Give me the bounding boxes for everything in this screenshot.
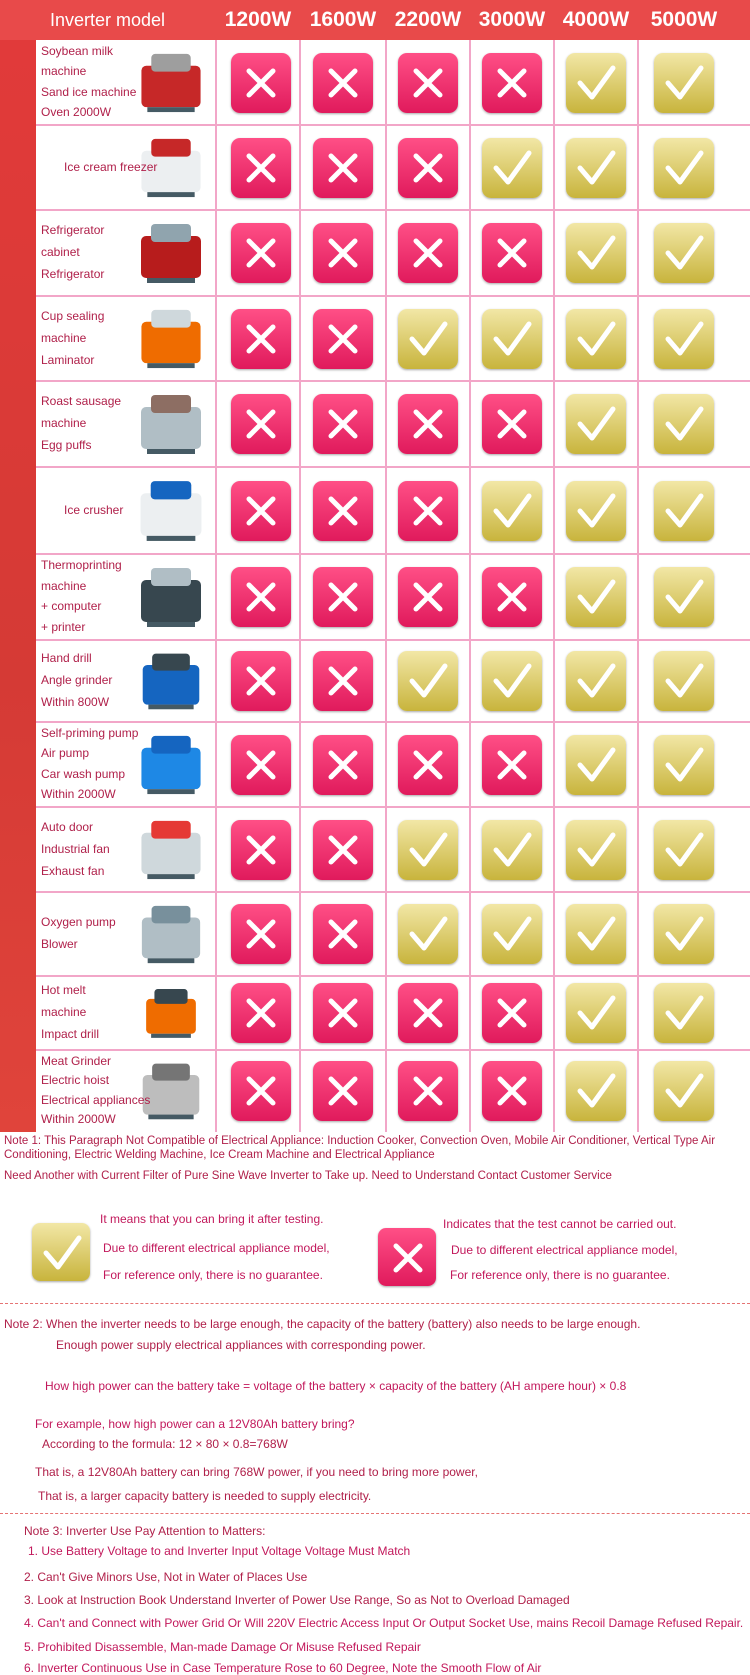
appliance-cell [36, 892, 216, 976]
appliance-label: Within 800W [41, 695, 110, 709]
appliance-label: Electric hoist [41, 1073, 110, 1088]
appliance-label: machine [41, 1005, 87, 1019]
check-icon [566, 53, 626, 113]
cross-icon [231, 735, 291, 795]
check-icon [566, 1061, 626, 1121]
check-icon [654, 53, 714, 113]
legend-check-line2: Due to different electrical appliance model, [103, 1241, 330, 1255]
legend-cross-line2: Due to different electrical appliance model, [451, 1243, 678, 1257]
appliance-label: Impact drill [41, 1027, 100, 1041]
cross-icon [313, 567, 373, 627]
cross-icon [482, 1061, 542, 1121]
appliance-label: Thermoprinting [41, 558, 122, 572]
cross-icon [231, 567, 291, 627]
cross-icon [231, 1061, 291, 1121]
cross-icon [313, 820, 373, 880]
appliance-label: machine [41, 578, 87, 593]
appliance-cell [36, 722, 216, 807]
heat-press-icon [130, 562, 212, 632]
appliance-label: Sand ice machine [41, 84, 137, 99]
cross-icon [398, 223, 458, 283]
appliance-label: Oven 2000W [41, 105, 112, 119]
cross-icon [398, 983, 458, 1043]
cross-icon [313, 481, 373, 541]
check-icon [654, 983, 714, 1043]
cross-icon [313, 309, 373, 369]
check-icon [482, 651, 542, 711]
table-header [0, 0, 750, 40]
cross-icon [313, 53, 373, 113]
check-icon [566, 651, 626, 711]
fan-icon [130, 815, 212, 884]
cross-icon [231, 223, 291, 283]
pump-icon [130, 730, 212, 799]
cross-icon [482, 983, 542, 1043]
cross-icon [313, 735, 373, 795]
appliance-cell [36, 125, 216, 210]
note1-line2: Conditioning, Electric Welding Machine, Ice Cream Machine and Electrical Appliance [4, 1149, 435, 1161]
note3-item-5: 5. Prohibited Disassemble, Man-made Damage Or Misuse Refused Repair [24, 1640, 421, 1654]
check-icon [654, 820, 714, 880]
check-icon [654, 567, 714, 627]
note3-item-6: 6. Inverter Continuous Use in Case Temperature Rose to 60 Degree, Note the Smooth Flow of Air [24, 1661, 542, 1675]
cross-icon [313, 138, 373, 198]
check-icon [566, 904, 626, 964]
meat-grinder-icon [130, 1058, 212, 1124]
table-row [36, 722, 750, 807]
cross-icon [313, 394, 373, 454]
check-icon [566, 394, 626, 454]
appliance-label: machine [41, 416, 87, 430]
appliance-label: + computer [41, 599, 102, 614]
check-icon [654, 904, 714, 964]
check-icon [566, 138, 626, 198]
ice-crusher-icon [130, 475, 212, 546]
check-icon [654, 138, 714, 198]
inverter-model-label: Inverter model [50, 10, 166, 30]
appliance-label: machine [41, 64, 87, 79]
check-icon [482, 309, 542, 369]
appliance-label: Exhaust fan [41, 863, 105, 878]
legend-check-line3: For reference only, there is no guarantee. [103, 1268, 323, 1282]
table-row [36, 640, 750, 722]
cross-icon [482, 223, 542, 283]
blender-icon [130, 48, 212, 117]
legend-check-icon [32, 1223, 90, 1281]
table-row [36, 125, 750, 210]
appliance-label: Ice cream freezer [64, 159, 158, 174]
legend-cross-icon [378, 1228, 436, 1286]
note2-example: For example, how high power can a 12V80Ah battery bring? [35, 1417, 355, 1431]
appliance-label: Within 2000W [41, 787, 116, 801]
table-row [36, 381, 750, 467]
table-row [36, 554, 750, 640]
legend-check-line1: It means that you can bring it after testing. [100, 1212, 324, 1226]
cross-icon [231, 309, 291, 369]
red-side-band [0, 0, 36, 1132]
check-icon [398, 820, 458, 880]
cross-icon [482, 394, 542, 454]
cross-icon [482, 567, 542, 627]
power-col-5000w: 5000W [650, 8, 718, 31]
cross-icon [482, 735, 542, 795]
note3-item-2: 2. Can't Give Minors Use, Not in Water of Places Use [24, 1570, 308, 1584]
cross-icon [231, 138, 291, 198]
check-icon [566, 223, 626, 283]
note3-item-1: 1. Use Battery Voltage to and Inverter Input Voltage Voltage Must Match [28, 1544, 411, 1558]
check-icon [482, 820, 542, 880]
table-row [36, 40, 750, 125]
appliance-cell [36, 467, 216, 554]
check-icon [566, 481, 626, 541]
appliance-label: Roast sausage [41, 394, 122, 408]
power-col-4000w: 4000W [562, 8, 630, 31]
divider-2 [0, 1513, 750, 1514]
appliance-cell [36, 210, 216, 296]
appliance-label: cabinet [41, 245, 80, 259]
check-icon [398, 651, 458, 711]
table-row [36, 1050, 750, 1132]
appliance-label: Car wash pump [41, 766, 126, 781]
appliance-label: Refrigerator [41, 267, 105, 281]
appliance-label: Self-priming pump [41, 726, 139, 740]
cross-icon [398, 53, 458, 113]
appliance-cell [36, 296, 216, 381]
note2-conclusion: That is, a larger capacity battery is needed to supply electricity. [38, 1489, 372, 1503]
appliance-label: Industrial fan [41, 841, 110, 856]
check-icon [654, 1061, 714, 1121]
legend-cross-line3: For reference only, there is no guarantee. [450, 1268, 670, 1282]
check-icon [566, 309, 626, 369]
appliance-cell [36, 807, 216, 892]
cross-icon [398, 567, 458, 627]
power-col-3000w: 3000W [478, 8, 546, 31]
appliance-label: Hot melt [41, 983, 86, 997]
check-icon [398, 904, 458, 964]
cross-icon [231, 651, 291, 711]
check-icon [654, 481, 714, 541]
note2-result: That is, a 12V80Ah battery can bring 768W power, if you need to bring more power, [35, 1465, 478, 1479]
check-icon [654, 223, 714, 283]
cross-icon [398, 735, 458, 795]
cross-icon [313, 223, 373, 283]
appliance-label: Hand drill [41, 651, 92, 665]
check-icon [482, 904, 542, 964]
cross-icon [231, 983, 291, 1043]
cross-icon [231, 904, 291, 964]
cross-icon [482, 53, 542, 113]
appliance-label: Laminator [41, 352, 95, 367]
appliance-label: Ice crusher [64, 502, 124, 517]
fridge-cabinet-icon [130, 218, 212, 288]
appliance-label: Within 2000W [41, 1112, 116, 1126]
appliance-cell [36, 640, 216, 722]
appliance-cell [36, 40, 216, 125]
check-icon [398, 309, 458, 369]
check-icon [654, 735, 714, 795]
cross-icon [313, 904, 373, 964]
appliance-label: Cup sealing [41, 308, 105, 323]
cross-icon [398, 1061, 458, 1121]
appliance-cell [36, 1050, 216, 1132]
cross-icon [398, 481, 458, 541]
appliance-cell [36, 554, 216, 640]
appliance-label: Meat Grinder [41, 1054, 112, 1068]
note2-line1: Note 2: When the inverter needs to be large enough, the capacity of the battery (battery) also needs to be large enough. [4, 1317, 641, 1331]
power-col-2200w: 2200W [394, 8, 462, 31]
note3-item-3: 3. Look at Instruction Book Understand Inverter of Power Use Range, So as Not to Overload Damaged [24, 1593, 570, 1607]
note2-line2: Enough power supply electrical appliances with corresponding power. [56, 1338, 426, 1352]
cross-icon [231, 53, 291, 113]
table-row [36, 296, 750, 381]
cross-icon [231, 394, 291, 454]
cross-icon [313, 1061, 373, 1121]
check-icon [566, 820, 626, 880]
check-icon [566, 983, 626, 1043]
divider-1 [0, 1303, 750, 1304]
note2-formula: How high power can the battery take = voltage of the battery × capacity of the battery (AH ampere hour) × 0.8 [45, 1379, 627, 1393]
table-row [36, 976, 750, 1050]
blower-icon [130, 900, 212, 968]
appliance-label: Blower [41, 937, 78, 951]
appliance-label: Egg puffs [41, 438, 92, 452]
sausage-roaster-icon [130, 389, 212, 459]
cross-icon [313, 651, 373, 711]
drill-icon [130, 648, 212, 714]
cross-icon [231, 481, 291, 541]
appliance-cell [36, 381, 216, 467]
cup-sealer-icon [130, 304, 212, 373]
cross-icon [398, 138, 458, 198]
table-row [36, 467, 750, 554]
cross-icon [231, 820, 291, 880]
appliance-label: Oxygen pump [41, 915, 116, 929]
legend-cross-line1: Indicates that the test cannot be carried out. [443, 1217, 677, 1231]
note1-line3: Need Another with Current Filter of Pure Sine Wave Inverter to Take up. Need to Understand Contact Customer Service [4, 1170, 612, 1182]
appliance-label: Angle grinder [41, 673, 113, 687]
check-icon [482, 481, 542, 541]
appliance-label: Auto door [41, 819, 94, 834]
check-icon [654, 309, 714, 369]
cross-icon [398, 394, 458, 454]
appliance-label: Refrigerator [41, 223, 105, 237]
check-icon [482, 138, 542, 198]
note2-calculation: According to the formula: 12 × 80 × 0.8=768W [42, 1437, 288, 1451]
appliance-cell [36, 976, 216, 1050]
appliance-label: Air pump [41, 746, 90, 761]
check-icon [654, 651, 714, 711]
table-row [36, 807, 750, 892]
appliance-label: Soybean milk [41, 44, 114, 58]
cross-icon [313, 983, 373, 1043]
power-col-1200w: 1200W [224, 8, 292, 31]
check-icon [566, 567, 626, 627]
table-row [36, 210, 750, 296]
note3-title: Note 3: Inverter Use Pay Attention to Matters: [24, 1524, 266, 1538]
appliance-label: + printer [41, 620, 86, 634]
table-row [36, 892, 750, 976]
appliance-label: machine [41, 330, 87, 345]
check-icon [566, 735, 626, 795]
note3-item-4: 4. Can't and Connect with Power Grid Or Will 220V Electric Access Input Or Output Socket Use, mains Recoil Damage Refused Repair. [24, 1616, 744, 1630]
power-col-1600w: 1600W [309, 8, 377, 31]
hot-melt-icon [130, 984, 212, 1042]
appliance-label: Electrical appliances [41, 1092, 151, 1107]
note1-line1: Note 1: This Paragraph Not Compatible of Electrical Appliance: Induction Cooker, Convection Oven, Mobile Air Conditioner, Vertical Type Air [4, 1135, 716, 1147]
check-icon [654, 394, 714, 454]
